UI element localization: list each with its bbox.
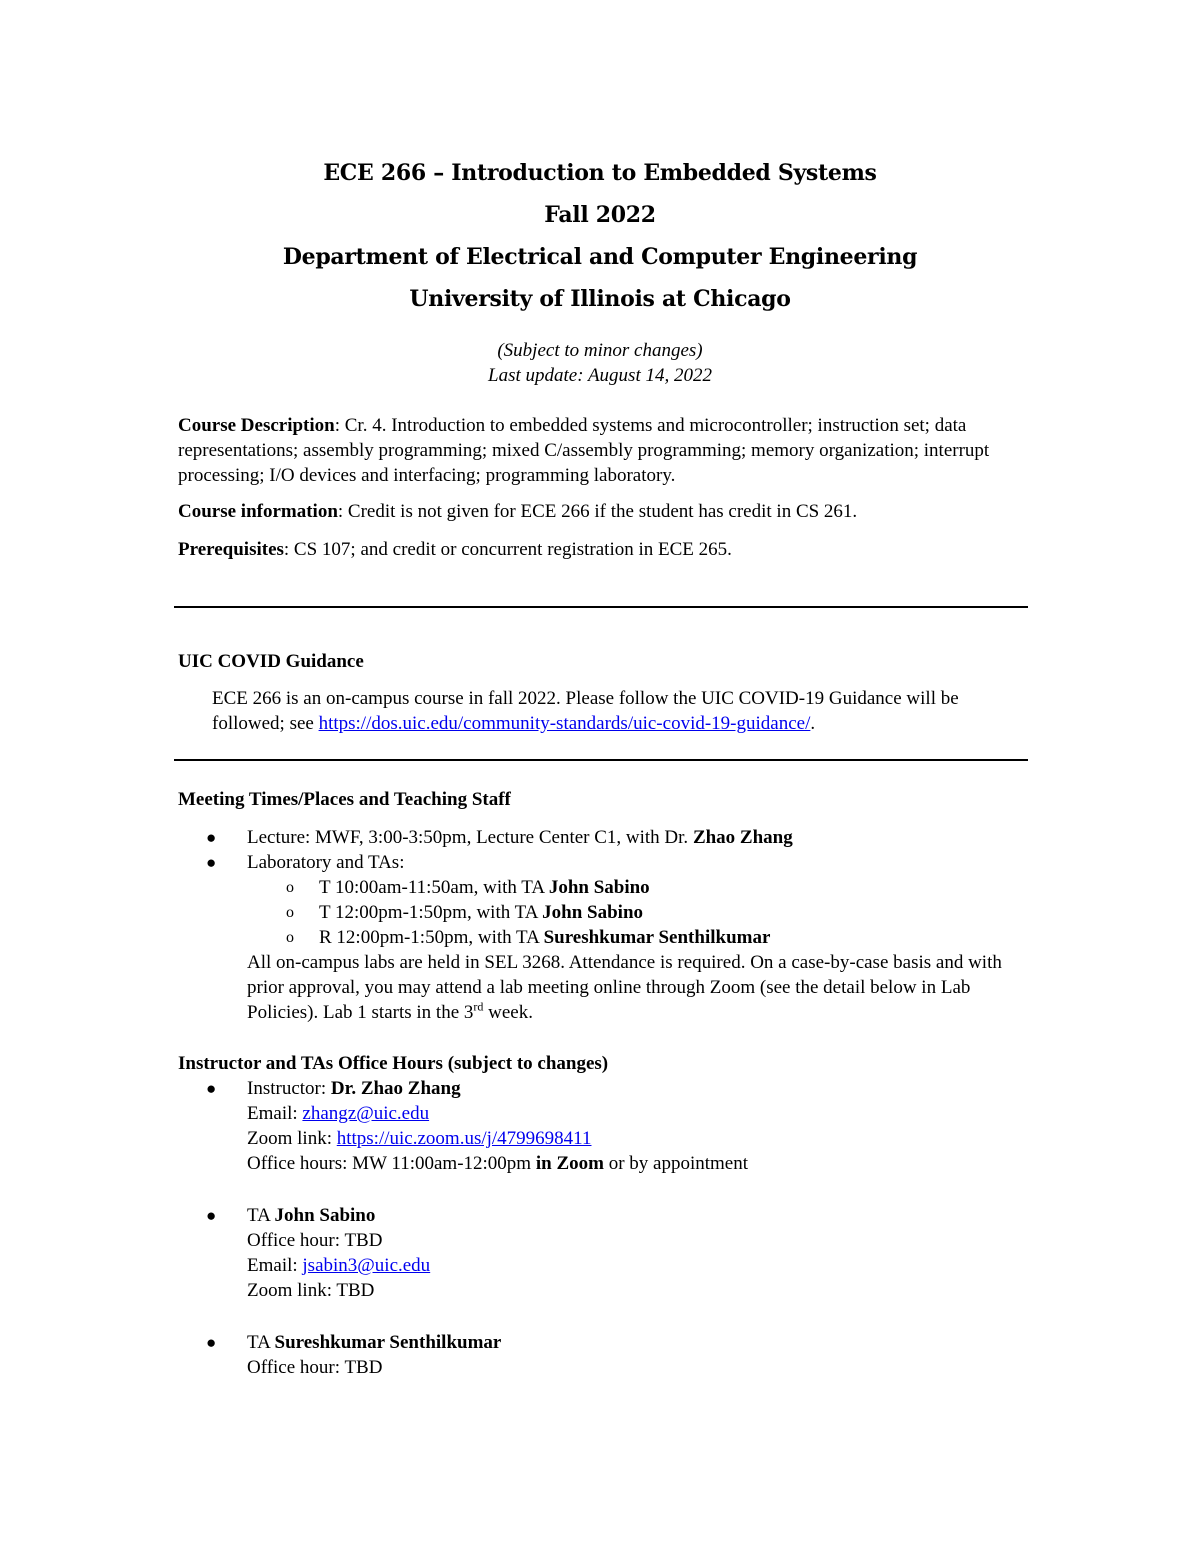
list-item — [178, 1203, 1028, 1303]
course-title: ECE 266 – Introduction to Embedded Systems — [323, 160, 877, 186]
email-label: Email: — [247, 1103, 303, 1124]
lab-session — [178, 925, 1028, 950]
lab-session-text: T 10:00am-11:50am, with TA — [319, 877, 549, 898]
lab-note-text: All on-campus labs are held in SEL 3268. Attendance is required. On a case-by-case basis and with prior approval, you may attend a lab meeting online through Zoom (see the detail below in Lab Policies). Lab 1 starts in the 3 — [247, 952, 1002, 1023]
divider-bottom — [174, 759, 1028, 761]
office-hours-mode: in Zoom — [535, 1153, 604, 1174]
bullet-icon: ● — [206, 1333, 217, 1352]
ta1-zoom: Zoom link: TBD — [247, 1280, 375, 1301]
instructor-label: Instructor: — [247, 1078, 331, 1099]
lecture-instructor: Zhao Zhang — [692, 827, 793, 848]
course-description-label: Course Description — [178, 415, 335, 436]
lab-note-sup: rd — [473, 999, 484, 1014]
lab-session — [178, 900, 1028, 925]
lab-session — [178, 875, 1028, 900]
ta1-email-link[interactable]: jsabin3@uic.edu — [302, 1255, 431, 1276]
meeting-heading: Meeting Times/Places and Teaching Staff — [178, 789, 511, 810]
spacer — [178, 1303, 1028, 1330]
circle-bullet-icon: o — [286, 879, 294, 896]
prerequisites-text: : CS 107; and credit or concurrent registration in ECE 265. — [283, 539, 732, 560]
instructor-name: Dr. Zhao Zhang — [330, 1078, 461, 1099]
term-title: Fall 2022 — [544, 202, 656, 228]
course-information — [178, 499, 1028, 524]
last-update-note: Last update: August 14, 2022 — [488, 365, 712, 386]
university-title: University of Illinois at Chicago — [409, 286, 791, 312]
list-item — [178, 1076, 1028, 1176]
update-notes — [0, 338, 1200, 388]
lab-note — [247, 950, 1028, 1025]
lab-session-ta: Sureshkumar Senthilkumar — [543, 927, 771, 948]
covid-guidance-link[interactable]: https://dos.uic.edu/community-standards/uic-covid-19-guidance/ — [318, 713, 811, 734]
covid-heading: UIC COVID Guidance — [178, 651, 364, 672]
office-hours-heading: Instructor and TAs Office Hours (subject to changes) — [178, 1053, 609, 1074]
zoom-label: Zoom link: — [247, 1128, 337, 1149]
ta1-office-hour: Office hour: TBD — [247, 1230, 383, 1251]
office-hours-list — [178, 1076, 1028, 1380]
covid-text-end: . — [810, 713, 816, 734]
title-block — [0, 152, 1200, 320]
course-information-text: : Credit is not given for ECE 266 if the student has credit in CS 261. — [337, 501, 858, 522]
lab-session-text: R 12:00pm-1:50pm, with TA — [319, 927, 544, 948]
ta-label: TA — [247, 1332, 275, 1353]
prerequisites — [178, 537, 1028, 562]
office-hours-end: or by appointment — [603, 1153, 749, 1174]
meeting-list — [178, 825, 1028, 1025]
divider-top — [174, 606, 1028, 608]
ta-label: TA — [247, 1205, 275, 1226]
bullet-icon: ● — [206, 853, 217, 872]
lab-session-ta: John Sabino — [542, 902, 644, 923]
office-hours-text: Office hours: MW 11:00am-12:00pm — [247, 1153, 536, 1174]
list-item — [178, 1330, 1028, 1380]
instructor-zoom-link[interactable]: https://uic.zoom.us/j/4799698411 — [336, 1128, 592, 1149]
bullet-icon: ● — [206, 1206, 217, 1225]
ta2-office-hour: Office hour: TBD — [247, 1357, 383, 1378]
lab-label: Laboratory and TAs: — [247, 852, 405, 873]
circle-bullet-icon: o — [286, 904, 294, 921]
instructor-email-link[interactable]: zhangz@uic.edu — [302, 1103, 430, 1124]
spacer — [178, 1176, 1028, 1203]
list-item — [178, 825, 1028, 850]
subject-note: (Subject to minor changes) — [497, 340, 703, 361]
prerequisites-label: Prerequisites — [178, 539, 284, 560]
circle-bullet-icon: o — [286, 929, 294, 946]
ta2-name: Sureshkumar Senthilkumar — [274, 1332, 502, 1353]
course-description — [178, 413, 1028, 488]
bullet-icon: ● — [206, 828, 217, 847]
email-label: Email: — [247, 1255, 303, 1276]
covid-text: ECE 266 is an on-campus course in fall 2022. Please follow the UIC COVID-19 Guidance will be followed; see — [212, 688, 959, 734]
lecture-text: Lecture: MWF, 3:00-3:50pm, Lecture Center C1, with Dr. — [247, 827, 693, 848]
ta1-name: John Sabino — [274, 1205, 376, 1226]
bullet-icon: ● — [206, 1079, 217, 1098]
lab-note-end: week. — [483, 1002, 533, 1023]
lab-session-text: T 12:00pm-1:50pm, with TA — [319, 902, 543, 923]
course-description-text: : Cr. 4. Introduction to embedded systems and microcontroller; instruction set; data representations; assembly programming; mixed C/assembly programming; memory organization; interrupt processing; I/O devices and interfacing; programming laboratory. — [178, 415, 990, 486]
course-information-label: Course information — [178, 501, 338, 522]
covid-guidance-text — [212, 686, 1012, 736]
department-title: Department of Electrical and Computer Engineering — [282, 244, 918, 270]
lab-session-ta: John Sabino — [548, 877, 650, 898]
list-item — [178, 850, 1028, 1025]
